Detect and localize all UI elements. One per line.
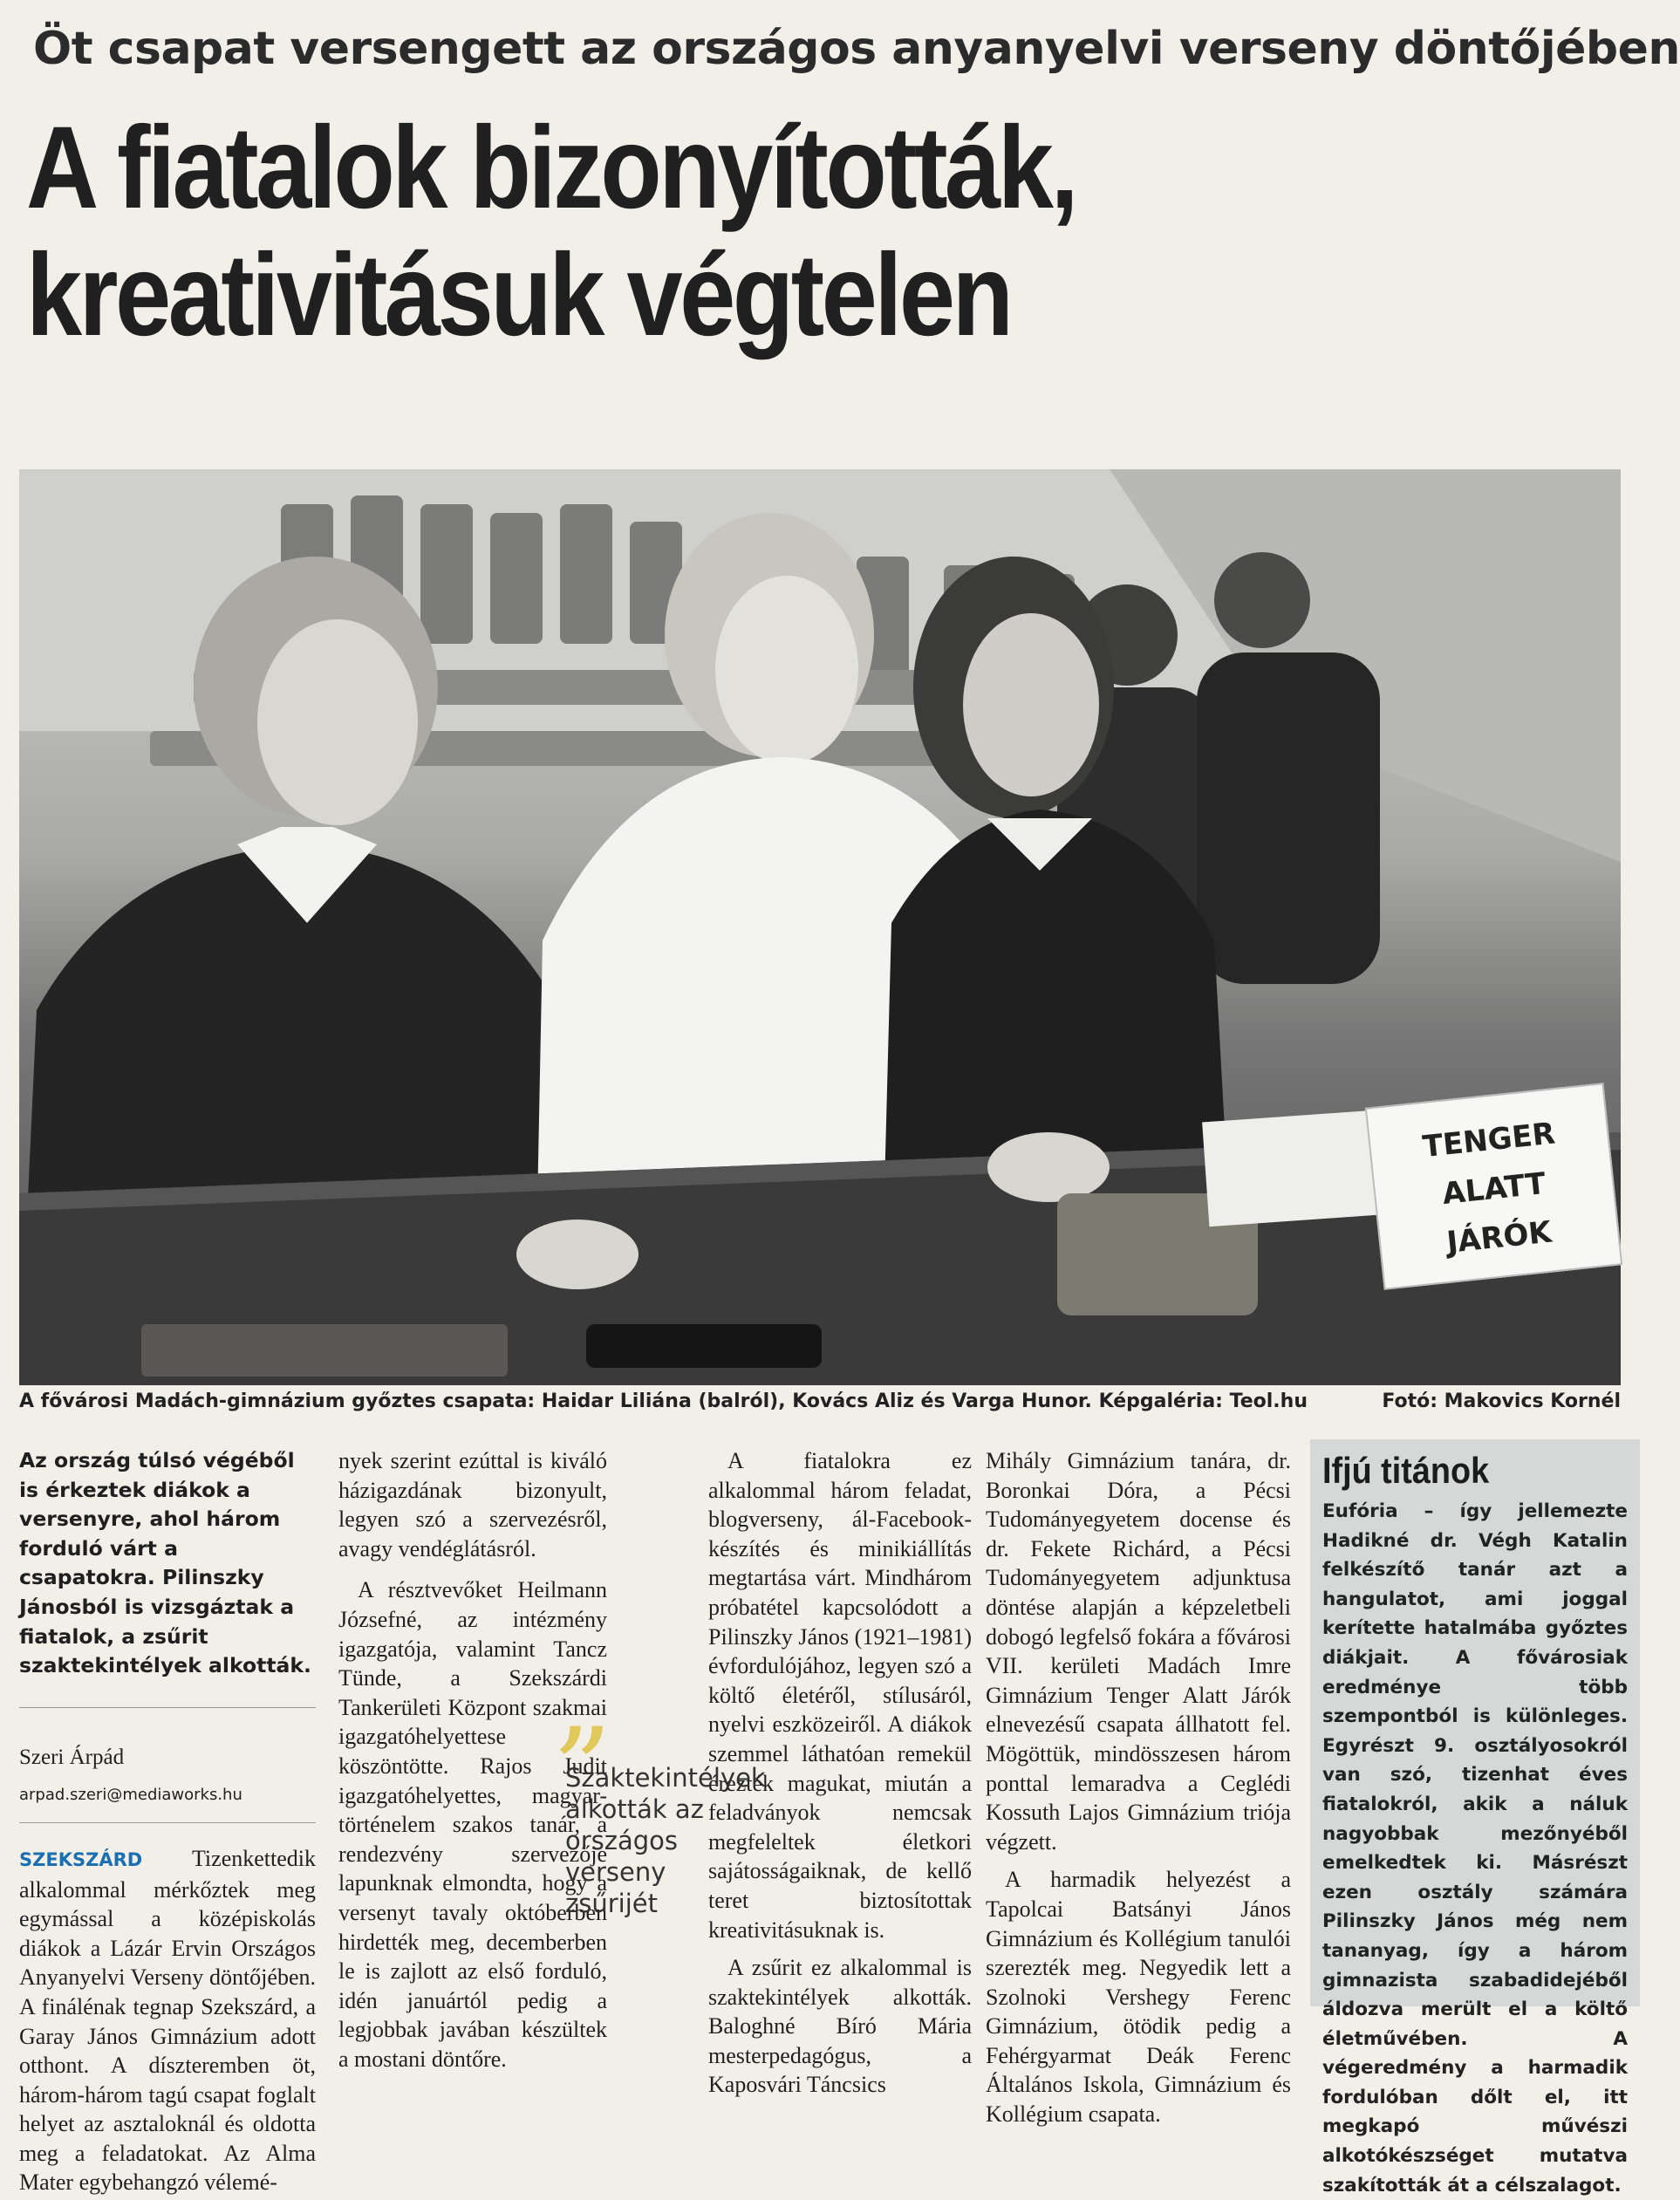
column-1 [19,1446,316,2197]
article-lead: Az ország túlsó végéből is érkeztek diákok a versenyre, ahol három forduló várt a csapatokra. Pilinszky Jánosból is vizsgáztak a fiatalok, a zsűrit szaktekintélyek alkották. [19,1448,311,1678]
headline-line-1: A fiatalok bizonyították, [26,103,1076,233]
pull-quote-text: Szaktekintélyek alkották az országos verseny zsűrijét [565,1763,766,1918]
author-name: Szeri Árpád [19,1745,125,1769]
column-4 [986,1446,1291,2129]
sidebar-box [1310,1439,1640,2197]
column-3-paragraph-1: A fiatalokra ez alkalommal három feladat, blogverseny, ál-Facebook-készítés és minikiállítás megtartása várt. Mindhárom próbatétel kapcsolódott a Pilinszky János (1921–1981) évfordulójához, legyen szó a költő életéről, stílusáról, nyelvi eszközeiről. A diákok szemmel láthatóan remekül érezték magukat, miután a feladványok nemcsak megfeleltek életkori sajátosságaiknak, de kellő teret biztosítottak kreativitásuknak is. [708,1448,972,1943]
column-4-paragraph-1: Mihály Gimnázium tanára, dr. Boronkai Dóra, a Pécsi Tudományegyetem docense és dr. Fekete Richárd, a Pécsi Tudományegyetem adjunktusa döntése alapján a képzeletbeli dobogó legfelső fokára a fővárosi VII. kerületi Madách Imre Gimnázium Tenger Alatt Járók elnevezésű csapata állhatott fel. Mögöttük, mindösszesen három ponttal lemaradva a Ceglédi Kossuth Lajos Gimnázium triója végzett. [986,1448,1291,1855]
placard-line-1: TENGER [1421,1116,1557,1165]
placard-line-3: JÁRÓK [1444,1214,1554,1261]
team-placard [1365,1083,1622,1290]
column-1-body [19,1844,316,2197]
article-photo [19,469,1621,1385]
author-email[interactable]: arpad.szeri@mediaworks.hu [19,1786,242,1805]
photo-credit: Fotó: Makovics Kornél [1382,1390,1621,1412]
column-1-body-text: Tizenkettedik alkalommal mérkőztek meg egymással a középiskolás diákok a Lázár Ervin Országos Anyanyelvi Verseny döntőjében. A finálénak tegnap Szekszárd, a Garay János Gimnázium adott otthont. A díszteremben öt, három-három tagú csapat foglalt helyet az asztaloknál és oldotta meg a feladatokat. Az Alma Mater egybehangzó vélemé- [19,1845,316,2196]
quote-mark-icon: „ [555,1633,614,1766]
kicker: Öt csapat versengett az országos anyanyelvi verseny döntőjében [33,23,1680,75]
headline [26,105,1422,359]
author-divider [19,1822,316,1823]
column-2-paragraph-1: nyek szerint ezúttal is kiváló házigazdának bizonyult, legyen szó a szervezésről, avagy vendéglátásról. [338,1448,607,1561]
column-2-paragraph-2: A résztvevőket Heilmann Józsefné, az intézmény igazgatója, valamint Tancz Tünde, a Szekszárdi Tankerületi Központ szakmai igazgatóhelyettese köszöntötte. Rajos Judit igazgatóhelyettes, magyar-történelem szakos tanár, a rendezvény szervezője lapunknak elmondta, hogy a versenyt tavaly októberben hirdették meg, decemberben le is zajlott az első forduló, idén januártól pedig a legjobbak javában készültek a mostani döntőre. [338,1577,607,2072]
pull-quote [555,1633,766,1919]
column-3-paragraph-2: A zsűrit ez alkalommal is szaktekintélyek alkották. Baloghné Bíró Mária mesterpedagógus, a Kaposvári Táncsics [708,1955,972,2098]
headline-line-2: kreativitásuk végtelen [26,230,1011,360]
caption-text: A fővárosi Madách-gimnázium győztes csapata: Haidar Liliána (balról), Kovács Aliz és Varga Hunor. Képgaléria: Teol.hu [19,1390,1308,1412]
photo-caption [19,1390,1621,1417]
lead-divider [19,1707,316,1708]
column-4-paragraph-2: A harmadik helyezést a Tapolcai Batsányi János Gimnázium és Kollégium tanulói szerezték meg. Negyedik lett a Szolnoki Vershegy Ferenc Gimnázium, ötödik pedig a Fehérgyarmat Deák Ferenc Általános Iskola, Gimnázium és Kollégium csapata. [986,1867,1291,2128]
sidebar-title: Ifjú titánok [1322,1450,1490,1491]
dateline: SZEKSZÁRD [19,1848,143,1870]
sidebar-body: Eufória – így jellemezte Hadikné dr. Végh Katalin felkészítő tanár azt a hangulatot, ami joggal kerítette hatalmába győztes diákjait. A fővárosiak eredménye több szempontból is különleges. Egyrészt 9. osztályosokról van szó, tizenhat éves fiatalokról, akik a náluk nagyobbak mezőnyéből emelkedtek ki. Másrészt ezen osztály számára Pilinszky János még nem tananyag, így a három gimnazista szabadidejéből áldozva merült el a költő életművében. A végeredmény a harmadik fordulóban dőlt el, itt megkapó művészi alkotókészséget mutatva szakították át a célszalagot. [1322,1500,1628,2197]
placard-line-2: ALATT [1440,1165,1547,1213]
